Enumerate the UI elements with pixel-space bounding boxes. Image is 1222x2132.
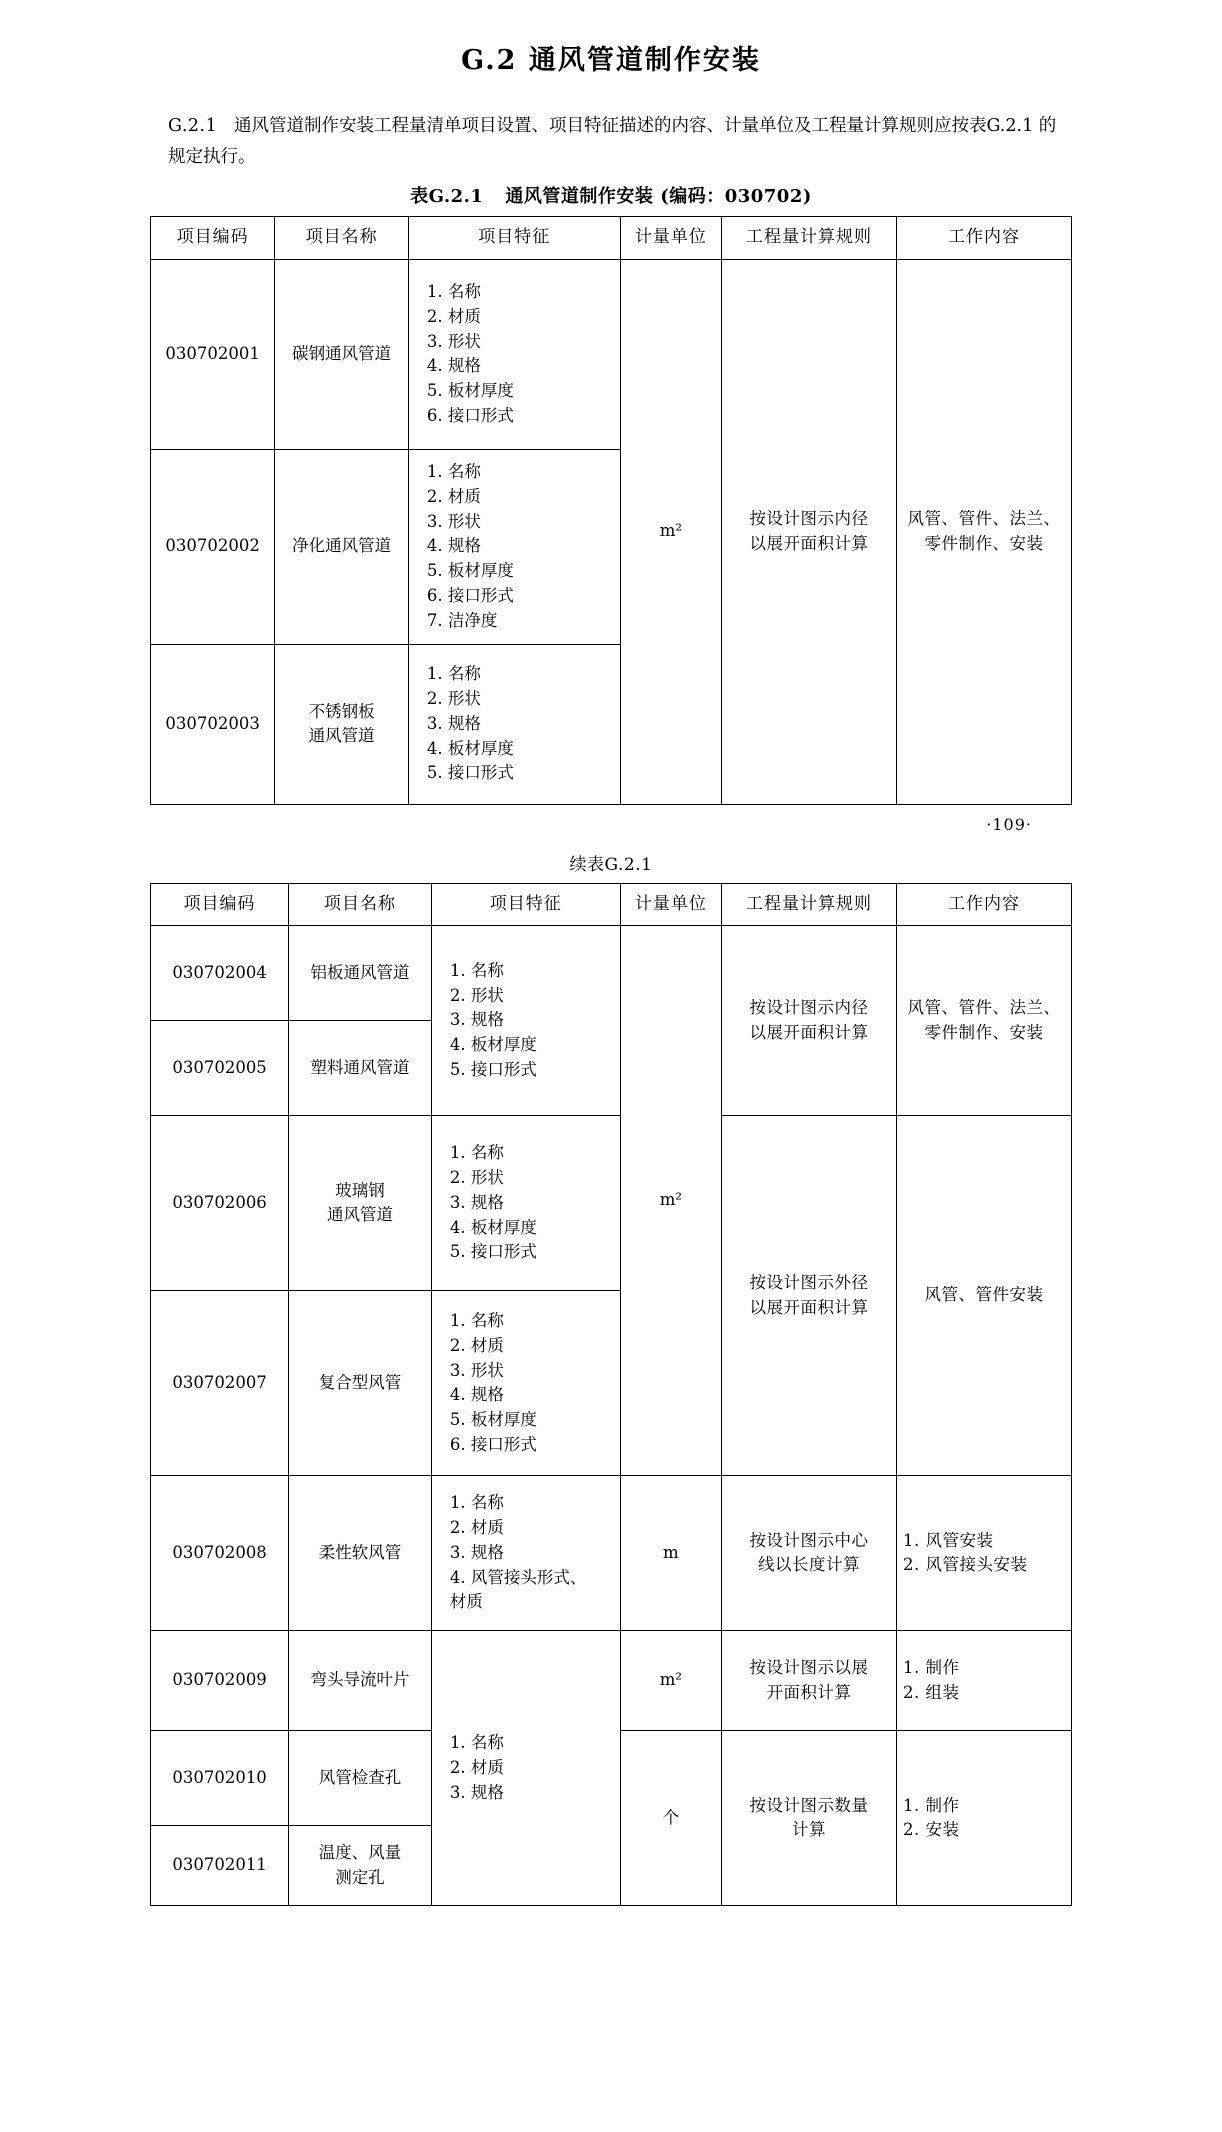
feature-item: 2. 材质 (449, 1518, 504, 1538)
cell-code: 030702011 (151, 1826, 289, 1906)
cell-name: 净化通风管道 (275, 449, 409, 644)
feature-item: 1. 名称 (426, 462, 481, 482)
feature-item: 2. 材质 (449, 1335, 504, 1355)
cell-work (896, 1116, 1071, 1476)
feature-item: 3. 规格 (426, 713, 481, 733)
cell-rule (721, 1731, 896, 1906)
cell-rule (721, 926, 896, 1116)
feature-item: 5. 接口形式 (426, 763, 514, 783)
cell-name: 柔性软风管 (289, 1476, 432, 1631)
cell-work (896, 1476, 1071, 1631)
feature-item: 2. 材质 (449, 1757, 504, 1777)
table-row (151, 1631, 1072, 1731)
work-line: 风管、管件、法兰、 (907, 509, 1061, 528)
feature-item: 3. 规格 (449, 1192, 504, 1212)
col-header-work: 工作内容 (896, 217, 1071, 260)
cell-code: 030702008 (151, 1476, 289, 1631)
name-line: 通风管道 (327, 1205, 394, 1225)
rule-line: 按设计图示以展 (749, 1658, 869, 1677)
feature-item: 4. 板材厚度 (449, 1035, 537, 1055)
rule-line: 按设计图示中心 (749, 1530, 869, 1550)
feature-item: 4. 风管接头形式、 (449, 1567, 587, 1587)
work-line: 1. 制作 (902, 1658, 960, 1677)
col-header-unit: 计量单位 (620, 217, 721, 260)
col-header-features: 项目特征 (408, 217, 620, 260)
page-number: ·109· (986, 814, 1032, 834)
feature-item: 1. 名称 (426, 282, 481, 301)
table-header-row (151, 883, 1072, 926)
unit-value: 个 (662, 1807, 680, 1827)
feature-item: 6. 接口形式 (449, 1434, 537, 1454)
col-header-features: 项目特征 (431, 883, 620, 926)
work-line: 零件制作、安装 (924, 533, 1044, 553)
col-header-unit: 计量单位 (620, 883, 721, 926)
table-row (151, 259, 1072, 449)
rule-line: 以展开面积计算 (749, 1022, 869, 1042)
feature-item: 1. 名称 (449, 1493, 504, 1513)
cell-code: 030702007 (151, 1291, 289, 1476)
cell-unit (620, 1631, 721, 1731)
rule-line: 以展开面积计算 (749, 533, 869, 553)
cell-features (431, 1476, 620, 1631)
rule-line: 计算 (791, 1820, 826, 1840)
cell-work (896, 926, 1071, 1116)
rule-line: 以展开面积计算 (749, 1297, 869, 1317)
table-row (151, 1476, 1072, 1631)
work-line: 2. 组装 (902, 1682, 960, 1702)
feature-item: 1. 名称 (449, 1143, 504, 1163)
feature-item: 5. 板材厚度 (426, 381, 514, 400)
feature-item: 7. 洁净度 (426, 610, 498, 630)
cell-unit (620, 259, 721, 804)
cell-code: 030702002 (151, 449, 275, 644)
feature-item: 5. 接口形式 (449, 1242, 537, 1262)
cell-code: 030702003 (151, 644, 275, 804)
cell-code: 030702005 (151, 1021, 289, 1116)
feature-item: 2. 形状 (426, 689, 481, 709)
feature-item: 3. 规格 (449, 1782, 504, 1802)
page-title: G.2 通风管道制作安装 (461, 45, 761, 76)
col-header-name: 项目名称 (289, 883, 432, 926)
table-row (151, 926, 1072, 1021)
cell-rule (721, 259, 896, 804)
feature-item: 5. 板材厚度 (426, 561, 514, 581)
rule-line: 按设计图示内径 (749, 998, 869, 1017)
feature-item: 4. 板材厚度 (449, 1217, 537, 1237)
cell-unit (620, 926, 721, 1476)
col-header-rule: 工程量计算规则 (721, 883, 896, 926)
feature-item: 4. 规格 (426, 356, 481, 376)
rule-line: 按设计图示内径 (749, 509, 869, 528)
table-row (151, 1116, 1072, 1291)
cell-work (896, 1731, 1071, 1906)
feature-item: 1. 名称 (426, 664, 481, 684)
col-header-code: 项目编码 (151, 883, 289, 926)
cell-name: 风管检查孔 (289, 1731, 432, 1826)
col-header-rule: 工程量计算规则 (721, 217, 896, 260)
feature-item: 2. 形状 (449, 985, 504, 1005)
feature-item: 1. 名称 (449, 960, 504, 980)
feature-item: 6. 接口形式 (426, 585, 514, 605)
feature-item: 4. 规格 (449, 1385, 504, 1405)
cell-unit (620, 1476, 721, 1631)
cell-work (896, 259, 1071, 804)
feature-item: 4. 板材厚度 (426, 738, 514, 758)
cell-rule (721, 1631, 896, 1731)
unit-value: m² (659, 1190, 682, 1210)
table-g21-continued (150, 883, 1072, 1907)
work-line: 风管、管件安装 (924, 1285, 1044, 1305)
feature-item: 5. 板材厚度 (449, 1410, 537, 1429)
rule-line: 线以长度计算 (757, 1555, 860, 1575)
feature-item: 6. 接口形式 (426, 405, 514, 425)
work-line: 1. 风管安装 (902, 1530, 994, 1550)
cell-features (408, 644, 620, 804)
cell-features (431, 1116, 620, 1291)
cell-features (431, 926, 620, 1116)
feature-item: 1. 名称 (449, 1311, 504, 1330)
unit-value: m (663, 1542, 679, 1562)
feature-item: 2. 形状 (449, 1168, 504, 1188)
col-header-code: 项目编码 (151, 217, 275, 260)
table1-caption-number: 表G.2.1 (410, 186, 484, 208)
cell-code: 030702009 (151, 1631, 289, 1731)
feature-item: 1. 名称 (449, 1733, 504, 1753)
cell-name: 塑料通风管道 (289, 1021, 432, 1116)
cell-rule (721, 1116, 896, 1476)
table2-caption: 续表G.2.1 (569, 854, 653, 875)
feature-item: 3. 形状 (426, 331, 481, 351)
feature-item: 2. 材质 (426, 486, 481, 506)
cell-name: 铝板通风管道 (289, 926, 432, 1021)
unit-value: m² (659, 1670, 682, 1690)
feature-item: 3. 形状 (449, 1360, 504, 1380)
unit-value: m² (659, 521, 682, 541)
feature-item: 5. 接口形式 (449, 1059, 537, 1079)
cell-name: 碳钢通风管道 (275, 259, 409, 449)
name-line: 玻璃钢 (335, 1180, 385, 1200)
rule-line: 按设计图示外径 (749, 1273, 869, 1292)
feature-item: 4. 规格 (426, 536, 481, 556)
clause-number: G.2.1 (168, 116, 218, 136)
name-line: 测定孔 (335, 1867, 385, 1887)
table-header-row (151, 217, 1072, 260)
work-line: 零件制作、安装 (924, 1022, 1044, 1042)
cell-features (408, 259, 620, 449)
rule-line: 按设计图示数量 (749, 1795, 869, 1815)
cell-name (289, 1826, 432, 1906)
clause-paragraph (150, 111, 1072, 172)
table1-caption-text: 通风管道制作安装 (编码：030702) (505, 186, 812, 208)
feature-item: 材质 (449, 1592, 483, 1612)
feature-item: 3. 形状 (426, 511, 481, 531)
cell-work (896, 1631, 1071, 1731)
cell-name (275, 644, 409, 804)
feature-item: 2. 材质 (426, 306, 481, 326)
cell-name: 复合型风管 (289, 1291, 432, 1476)
cell-features (431, 1291, 620, 1476)
cell-code: 030702004 (151, 926, 289, 1021)
col-header-work: 工作内容 (896, 883, 1071, 926)
cell-unit (620, 1731, 721, 1906)
cell-name (289, 1116, 432, 1291)
feature-item: 3. 规格 (449, 1010, 504, 1030)
name-line: 通风管道 (308, 726, 375, 746)
work-line: 1. 制作 (902, 1795, 960, 1815)
cell-code: 030702006 (151, 1116, 289, 1291)
cell-code: 030702010 (151, 1731, 289, 1826)
work-line: 2. 风管接头安装 (902, 1555, 1028, 1575)
clause-text: 通风管道制作安装工程量清单项目设置、项目特征描述的内容、计量单位及工程量计算规则应按表G.2.1 的规定执行。 (168, 116, 1057, 167)
cell-rule (721, 1476, 896, 1631)
cell-code: 030702001 (151, 259, 275, 449)
cell-features (431, 1631, 620, 1906)
table1-caption (150, 182, 1072, 208)
work-line: 2. 安装 (902, 1820, 960, 1840)
cell-name: 弯头导流叶片 (289, 1631, 432, 1731)
rule-line: 开面积计算 (766, 1682, 852, 1702)
table-g21 (150, 216, 1072, 805)
name-line: 不锈钢板 (308, 701, 375, 721)
cell-features (408, 449, 620, 644)
col-header-name: 项目名称 (275, 217, 409, 260)
name-line: 温度、风量 (318, 1843, 402, 1862)
work-line: 风管、管件、法兰、 (907, 998, 1061, 1017)
feature-item: 3. 规格 (449, 1542, 504, 1562)
